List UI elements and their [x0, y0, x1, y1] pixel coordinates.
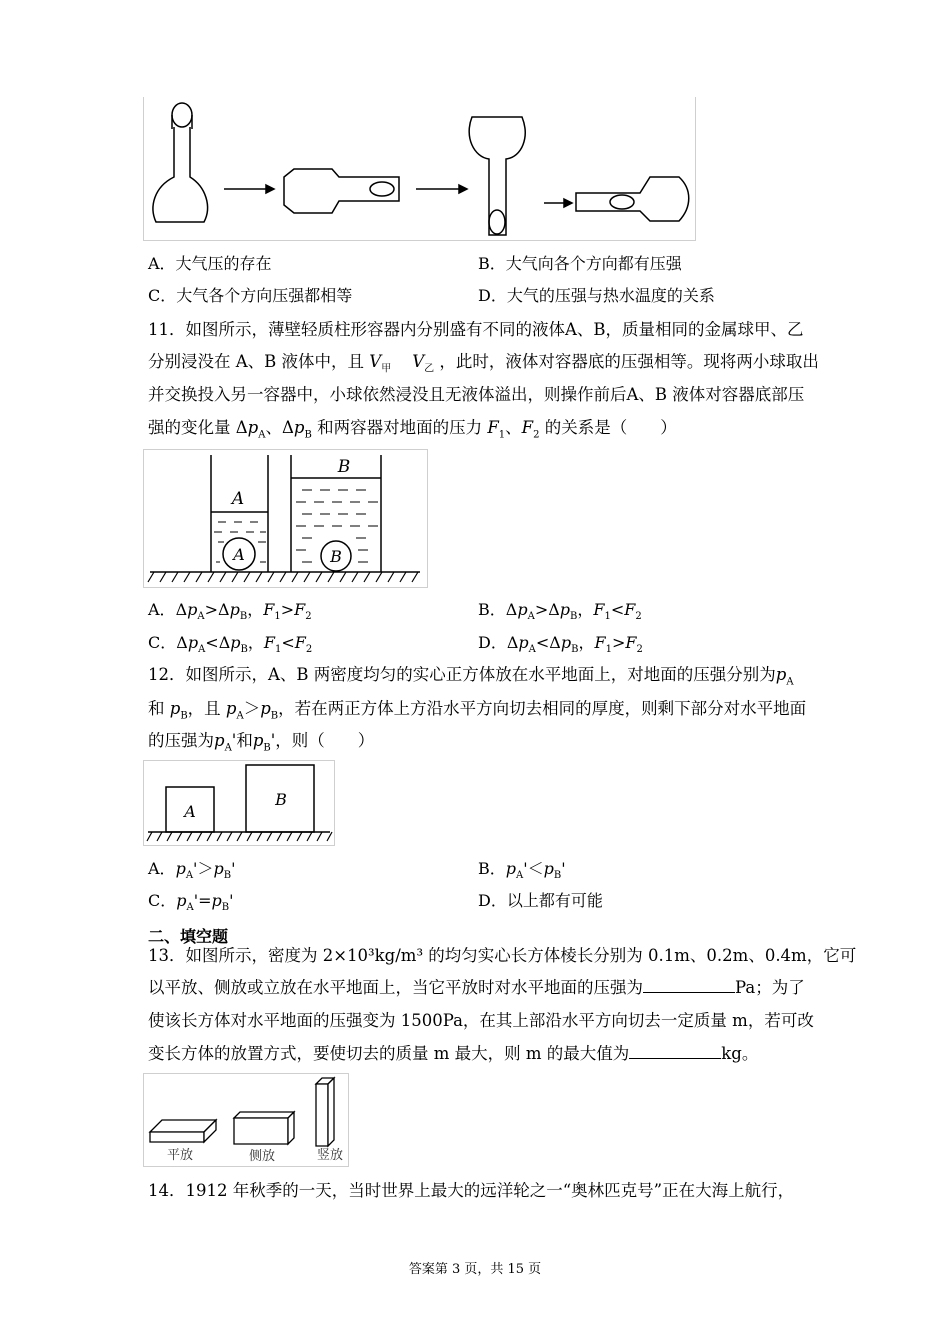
container-diagram: [144, 450, 427, 587]
q11-line4-end: 的关系是（ ）: [544, 418, 677, 437]
answer-blank-mass[interactable]: [629, 1044, 721, 1059]
q13-line4: 变长方体的放置方式，要使切去的质量 m 最大，则 m 的最大值为 kg。: [148, 1044, 759, 1063]
q10-option-d: D．大气的压强与热水温度的关系: [478, 286, 715, 305]
v-yi-sub: 乙: [424, 363, 435, 375]
q12-option-b: B．$p_A'<p_B'$: [478, 859, 566, 882]
section-title: 二、填空题: [148, 927, 229, 946]
answer-blank-pressure[interactable]: [643, 978, 735, 993]
q12-option-a: A．$p_A'>p_B'$: [148, 859, 236, 882]
q13-line2: 以平放、侧放或立放在水平地面上，当它平放时对水平地面的压强为 Pa；为了: [148, 978, 805, 997]
q11-option-b: B．$\Delta p_A>\Delta p_B$，$F_1<F_2$: [478, 600, 642, 623]
q12-figure: [143, 760, 335, 846]
cubes-diagram: [144, 761, 334, 845]
q11-option-c: C．$\Delta p_A<\Delta p_B$，$F_1<F_2$: [148, 633, 313, 656]
q10-option-a: A．大气压的存在: [148, 254, 272, 273]
v-jia-sub: 甲: [381, 363, 392, 375]
label-b: B: [337, 457, 351, 477]
q13-line3: 使该长方体对水平地面的压强变为 1500Pa，在其上部沿水平方向切去一定质量 m，若可改: [148, 1011, 814, 1030]
q10-option-c: C．大气各个方向压强都相等: [148, 286, 353, 305]
q11-line4-mid: 和两容器对地面的压力: [317, 418, 483, 437]
cube-b-label: B: [275, 790, 287, 809]
q11-line4: 强的变化量 $\Delta p_A$、$\Delta p_B$ 和两容器对地面的压力 $F_1$、$F_2$ 的关系是（ ）: [148, 418, 677, 441]
q11-figure: [143, 449, 428, 588]
q11-line3: 并交换投入另一容器中，小球依然浸没且无液体溢出，则操作前后A、B 液体对容器底部压: [148, 385, 805, 404]
q12-option-d: D．以上都有可能: [478, 891, 603, 910]
q11-line2: 分别浸没在 A、B 液体中，且 $V_甲$ $V_乙$ ，此时，液体对容器底的压强相等。现将两小球取出: [148, 352, 819, 375]
flask-diagram: [144, 97, 695, 240]
q10-figure: [143, 97, 696, 241]
q11-line1: 11．如图所示，薄壁轻质柱形容器内分别盛有不同的液体A、B，质量相同的金属球甲、乙: [148, 320, 804, 339]
cuboid-diagram: [144, 1074, 348, 1166]
q11-line2-end: ，此时，液体对容器底的压强相等。现将两小球取出: [439, 352, 819, 371]
q12-line1: 12．如图所示，A、B 两密度均匀的实心正方体放在水平地面上，对地面的压强分别为$p_A$: [148, 665, 794, 688]
upright-label: 竖放: [316, 1148, 344, 1163]
q12-option-c: C．$p_A'=p_B'$: [148, 891, 234, 914]
ball-a-label: A: [233, 545, 245, 564]
q13-figure: [143, 1073, 349, 1167]
cube-a-label: A: [184, 802, 196, 821]
q11-line2-start: 分别浸没在 A、B 液体中，且: [148, 352, 365, 371]
q11-option-a: A．$\Delta p_A>\Delta p_B$，$F_1>F_2$: [148, 600, 312, 623]
side-label: 侧放: [248, 1149, 276, 1164]
q12-line3: 的压强为$p_A'$和$p_B'$，则（ ）: [148, 731, 375, 754]
ball-b-label: B: [330, 547, 342, 566]
label-a: A: [231, 489, 245, 509]
page-footer: 答案第 3 页，共 15 页: [408, 1262, 542, 1277]
q14-line1: 14．1912 年秋季的一天，当时世界上最大的远洋轮之一“奥林匹克号”正在大海上航行，: [148, 1181, 795, 1200]
q10-option-b: B．大气向各个方向都有压强: [478, 254, 682, 273]
q11-option-d: D．$\Delta p_A<\Delta p_B$，$F_1>F_2$: [478, 633, 643, 656]
flat-label: 平放: [166, 1148, 194, 1163]
q12-line2: 和 $p_B$，且 $p_A>p_B$，若在两正方体上方沿水平方向切去相同的厚度，则剩下部分对水平地面: [148, 699, 807, 722]
q11-line4-start: 强的变化量: [148, 418, 231, 437]
q13-line1: 13．如图所示，密度为 2×10³kg/m³ 的均匀实心长方体棱长分别为 0.1m、0.2m、0.4m，它可: [148, 946, 857, 965]
